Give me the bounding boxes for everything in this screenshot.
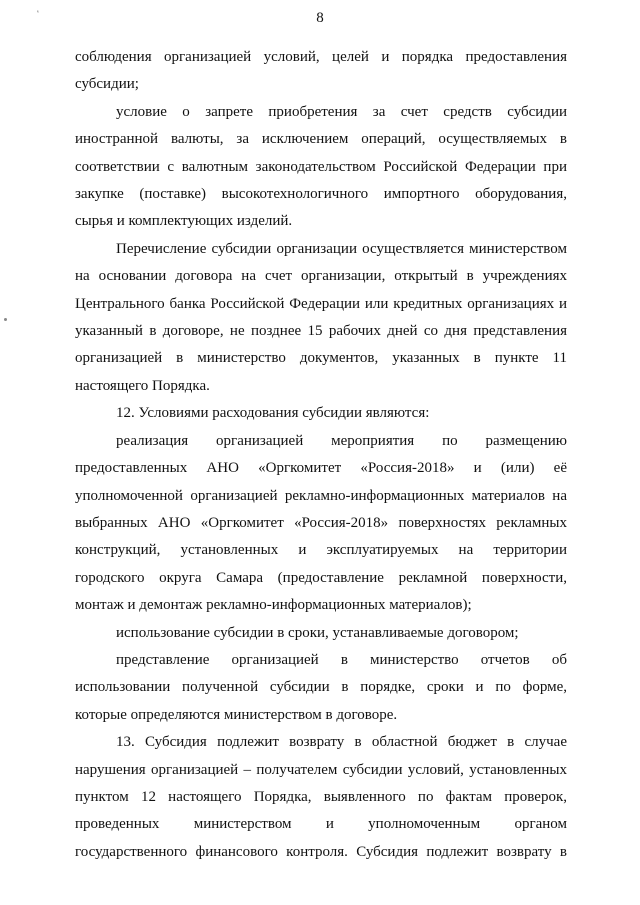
text-line: соблюдения организацией условий, целей и порядка предоставления [75, 49, 567, 65]
document-body [75, 44, 567, 866]
text-line: городского округа Самара (предоставление рекламной поверхности, [75, 569, 567, 586]
text-line: проведенных министерством и уполномоченным органом [75, 816, 567, 833]
text-line: настоящего Порядка. [75, 377, 210, 394]
page-number: 8 [316, 10, 324, 26]
text-line: соответствии с валютным законодательством Российской Федерации при [75, 158, 567, 175]
text-line: использовании полученной субсидии в порядке, сроки и по форме, [75, 679, 567, 696]
text-line: 13. Субсидия подлежит возврату в областной бюджет в случае [116, 734, 567, 751]
text-line: иностранной валюты, за исключением операций, осуществляемых в [75, 131, 567, 148]
text-line: представление организацией в министерство отчетов об [116, 651, 567, 668]
text-line: выбранных АНО «Оргкомитет «Россия-2018» поверхностях рекламных [75, 514, 567, 531]
text-line: использование субсидии в сроки, устанавливаемые договором; [116, 624, 519, 641]
text-line: конструкций, установленных и эксплуатируемых на территории [75, 542, 567, 559]
text-line: указанный в договоре, не позднее 15 рабочих дней со дня представления [75, 323, 567, 340]
text-line: организацией в министерство документов, указанных в пункте 11 [75, 350, 567, 367]
text-line: государственного финансового контроля. Субсидия подлежит возврату в [75, 843, 567, 860]
scan-dot [4, 318, 7, 321]
text-line: нарушения организацией – получателем субсидии условий, установленных [75, 761, 567, 778]
text-line: пунктом 12 настоящего Порядка, выявленного по фактам проверок, [75, 788, 567, 805]
text-line: сырья и комплектующих изделий. [75, 213, 293, 230]
section-heading: 12. Условиями расходования субсидии являются: [116, 405, 430, 422]
text-line: закупке (поставке) высокотехнологичного импортного оборудования, [75, 186, 567, 203]
text-line: на основании договора на счет организации, открытый в учреждениях [75, 268, 567, 285]
text-line: уполномоченной организацией рекламно-информационных материалов на [75, 487, 567, 504]
text-line: Перечисление субсидии организации осуществляется министерством [116, 240, 567, 257]
text-line: Центрального банка Российской Федерации или кредитных организациях и [75, 295, 567, 312]
text-line: субсидии; [75, 76, 139, 93]
text-line: условие о запрете приобретения за счет средств субсидии [116, 103, 567, 120]
text-line: реализация организацией мероприятия по размещению [116, 432, 567, 449]
scan-mark: ‘ [35, 7, 42, 19]
text-line: предоставленных АНО «Оргкомитет «Россия-2018» и (или) её [75, 460, 567, 477]
text-line: монтаж и демонтаж рекламно-информационных материалов); [75, 597, 472, 614]
text-line: которые определяются министерством в договоре. [75, 706, 398, 723]
